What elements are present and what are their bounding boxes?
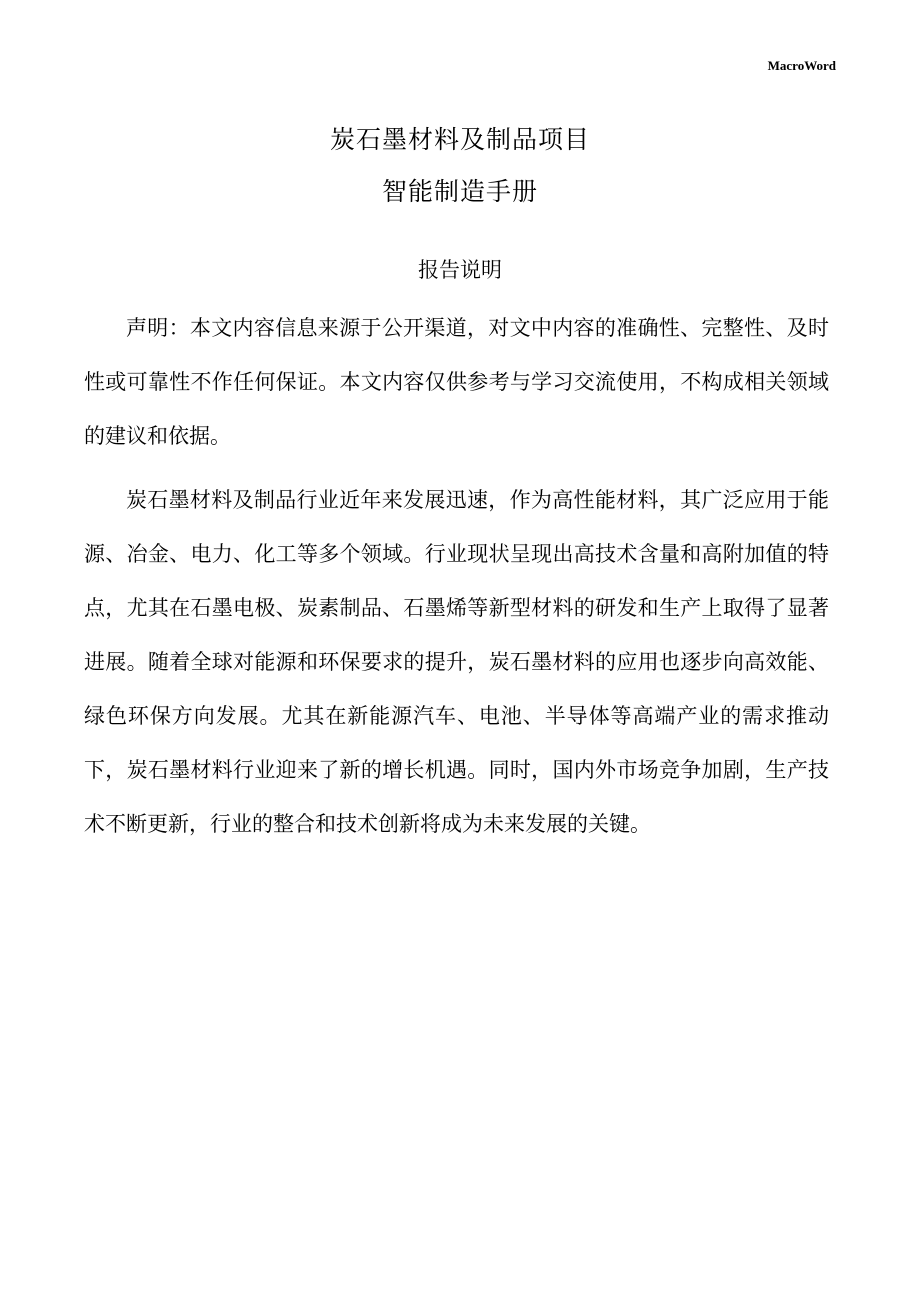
section-heading: 报告说明 (418, 258, 502, 282)
header-brand: MacroWord (767, 58, 836, 73)
industry-overview-paragraph: 炭石墨材料及制品行业近年来发展迅速，作为高性能材料，其广泛应用于能源、冶金、电力、化工等多个领域。行业现状呈现出高技术含量和高附加值的特点，尤其在石墨电极、炭素制品、石墨烯等新型材料的研发和生产上取得了显著进展。随着全球对能源和环保要求的提升，炭石墨材料的应用也逐步向高效能、绿色环保方向发展。尤其在新能源汽车、电池、半导体等高端产业的需求推动下，炭石墨材料行业迎来了新的增长机遇。同时，国内外市场竞争加剧，生产技术不断更新，行业的整合和技术创新将成为未来发展的关键。 (84, 488, 829, 836)
disclaimer-paragraph: 声明：本文内容信息来源于公开渠道，对文中内容的准确性、完整性、及时性或可靠性不作任何保证。本文内容仅供参考与学习交流使用，不构成相关领域的建议和依据。 (84, 316, 829, 448)
document-subtitle: 智能制造手册 (381, 177, 538, 206)
document-title: 炭石墨材料及制品项目 (329, 125, 590, 154)
